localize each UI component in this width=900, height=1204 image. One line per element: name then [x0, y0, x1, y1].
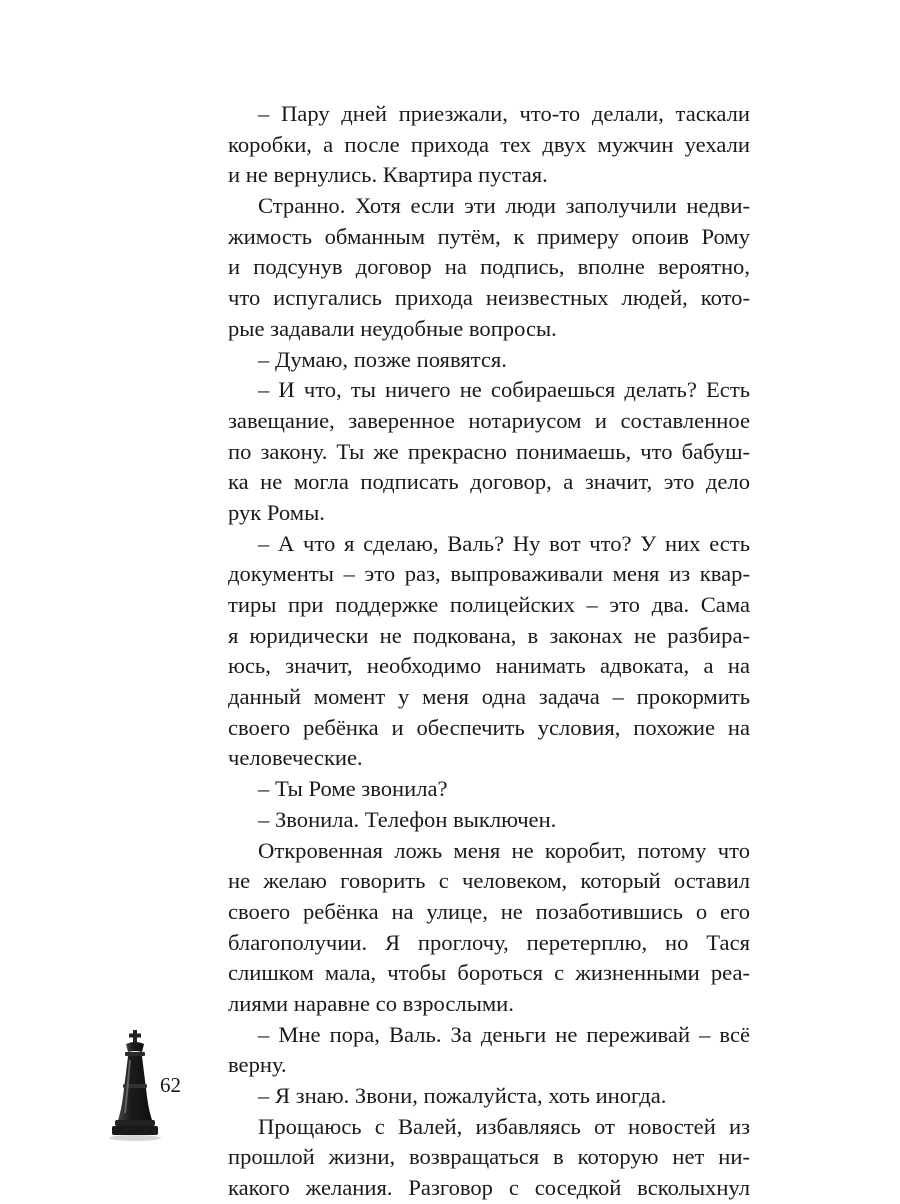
text-line: – Ты Роме звонила?: [258, 776, 448, 802]
text-line: данный момент у меня одна задача – прокормить: [228, 684, 750, 710]
text-line: рук Ромы.: [228, 499, 325, 525]
text-line: лиями наравне со взрослыми.: [228, 990, 514, 1016]
text-line: тиры при поддержке полицейских – это два. Сама: [228, 592, 750, 617]
text-line: благополучии. Я проглочу, перетерплю, но Тася: [228, 929, 750, 955]
text-line: по закону. Ты же прекрасно понимаешь, что бабуш-: [228, 438, 750, 464]
text-line: слишком мала, чтобы бороться с жизненными реа-: [228, 960, 750, 986]
text-line: юсь, значит, необходимо нанимать адвоката, а на: [228, 653, 750, 679]
text-line: Странно. Хотя если эти люди заполучили недви-: [258, 193, 750, 219]
text-line: – Пару дней приезжали, что-то делали, таскали: [258, 101, 750, 126]
text-line: – А что я сделаю, Валь? Ну вот что? У них есть: [258, 530, 750, 556]
text-line: завещание, заверенное нотариусом и составленное: [228, 407, 750, 433]
text-line: прошлой жизни, возвращаться в которую нет ни-: [228, 1144, 750, 1170]
text-line: я юридически не подкована, в законах не разбира-: [228, 622, 750, 648]
text-line: своего ребёнка и обеспечить условия, похожие на: [228, 714, 750, 740]
text-line: человеческие.: [228, 745, 363, 771]
text-line: – Звонила. Телефон выключен.: [258, 806, 557, 832]
text-line: ка не могла подписать договор, а значит, это дело: [228, 469, 750, 495]
text-line: документы – это раз, выпроваживали меня из квар-: [228, 561, 750, 587]
text-line: Прощаюсь с Валей, избавляясь от новостей из: [258, 1113, 750, 1139]
text-line: – Я знаю. Звони, пожалуйста, хоть иногда.: [258, 1083, 667, 1108]
text-line: что испугались прихода неизвестных людей, кото-: [228, 285, 750, 311]
text-line: жимость обманным путём, к примеру опоив Рому: [228, 223, 750, 249]
text-line: – Мне пора, Валь. За деньги не переживай – всё: [258, 1021, 750, 1047]
text-line: и не вернулись. Квартира пустая.: [228, 162, 548, 188]
body-text: [228, 99, 750, 1204]
text-line: верну.: [228, 1052, 287, 1078]
text-line: не желаю говорить с человеком, который оставил: [228, 868, 750, 894]
text-line: Откровенная ложь меня не коробит, потому что: [258, 837, 750, 863]
text-line: своего ребёнка на улице, не позаботившись о его: [228, 898, 750, 924]
text-line: коробки, а после прихода тех двух мужчин уехали: [228, 131, 750, 157]
text-line: рые задавали неудобные вопросы.: [228, 315, 557, 341]
chess-king-icon: [104, 1028, 166, 1143]
text-line: какого желания. Разговор с соседкой всколыхнул: [228, 1175, 750, 1201]
text-line: – И что, ты ничего не собираешься делать? Есть: [258, 377, 750, 403]
text-line: – Думаю, позже появятся.: [258, 346, 507, 372]
page-number: 62: [160, 1073, 181, 1097]
text-line: и подсунув договор на подпись, вполне вероятно,: [228, 254, 750, 280]
